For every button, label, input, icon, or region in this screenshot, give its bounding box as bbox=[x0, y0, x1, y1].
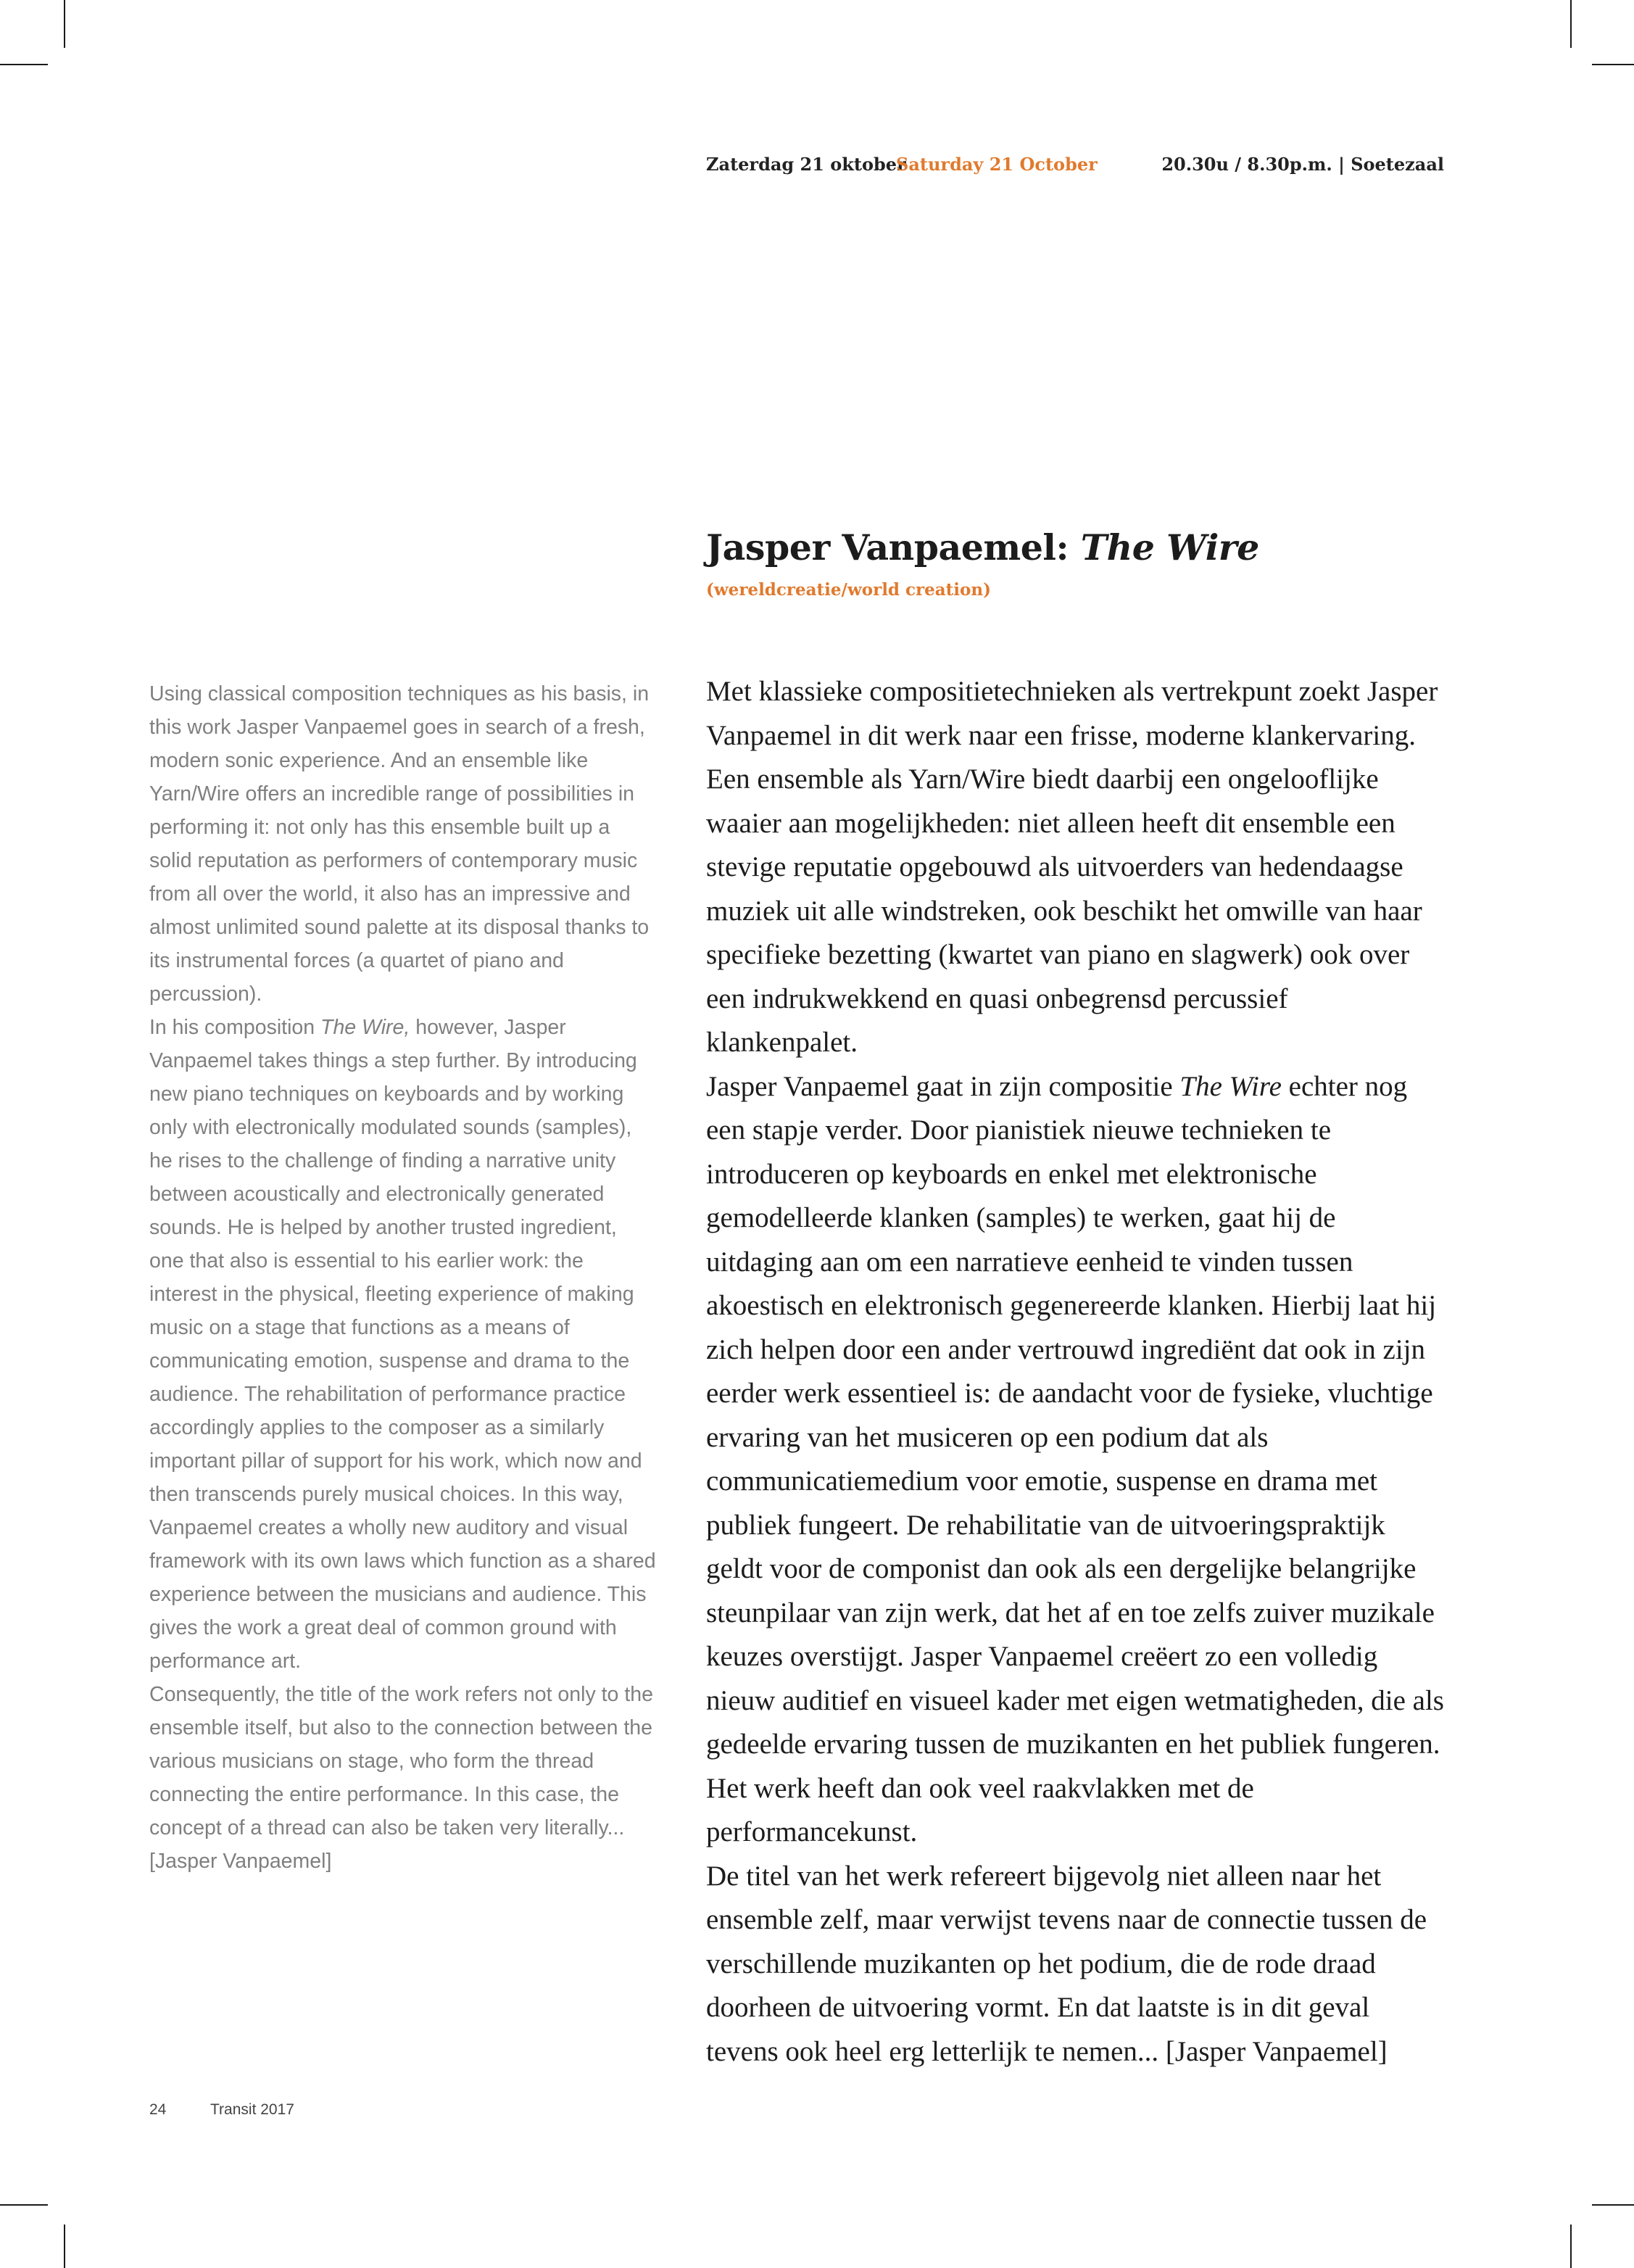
dutch-paragraph-3: De titel van het werk refereert bijgevolg niet alleen naar het ensemble zelf, maar verwijst tevens naar de connectie tussen de verschillende muzikanten op het podium, die de rode draad doorheen de uitvoering vormt. En dat laatste is in dit geval tevens ook heel erg letterlijk te nemen... [Jasper Vanpaemel] bbox=[706, 1860, 1427, 2067]
english-p2-start: In his composition bbox=[149, 1016, 321, 1039]
crop-mark-bottom-right-horizontal bbox=[1592, 2204, 1634, 2206]
dutch-p2-start: Jasper Vanpaemel gaat in zijn compositie bbox=[706, 1070, 1180, 1102]
crop-mark-bottom-left-horizontal bbox=[0, 2204, 48, 2206]
running-header bbox=[706, 154, 1444, 183]
crop-mark-top-left-horizontal bbox=[0, 64, 48, 65]
page-number: 24 bbox=[149, 2101, 167, 2118]
date-english: Saturday 21 October bbox=[896, 154, 1098, 175]
dutch-text-column bbox=[706, 670, 1446, 2074]
english-text-column bbox=[149, 677, 657, 1878]
english-paragraph-2 bbox=[149, 1011, 657, 1678]
publication-name: Transit 2017 bbox=[210, 2101, 294, 2118]
crop-mark-top-right-horizontal bbox=[1592, 64, 1634, 65]
english-p2-rest: however, Jasper Vanpaemel takes things a step further. By introducing new piano techniques on keyboards and by working only with electronically modulated sounds (samples), he rises to the challenge of finding a narrative unity between acoustically and electronically generated sounds. He is helped by another trusted ingredient, one that also is essential to his earlier work: the interest in the physical, fleeting experience of making music on a stage that functions as a means of communicating emotion, suspense and drama to the audience. The rehabilitation of performance practice accordingly applies to the composer as a similarly important pillar of support for his work, which now and then transcends purely musical choices. In this way, Vanpaemel creates a wholly new auditory and visual framework with its own laws which function as a shared experience between the musicians and audience. This gives the work a great deal of common ground with performance art. bbox=[149, 1016, 656, 1673]
work-title: The Wire bbox=[1080, 526, 1259, 568]
page-title bbox=[706, 526, 1259, 568]
premiere-subtitle: (wereldcreatie/world creation) bbox=[706, 580, 991, 600]
crop-mark-bottom-right-vertical bbox=[1570, 2224, 1572, 2268]
english-paragraph-3: Consequently, the title of the work refers not only to the ensemble itself, but also to the connection between the various musicians on stage, who form the thread connecting the entire performance. In this case, the concept of a thread can also be taken very literally... [Jasper Vanpaemel] bbox=[149, 1683, 653, 1873]
crop-mark-top-left-vertical bbox=[64, 0, 65, 48]
composer-name: Jasper Vanpaemel: bbox=[706, 526, 1081, 568]
dutch-paragraph-1: Met klassieke compositietechnieken als vertrekpunt zoekt Jasper Vanpaemel in dit werk naar een frisse, moderne klankervaring. Een ensemble als Yarn/Wire biedt daarbij een ongelooflijke waaier aan mogelijkheden: niet alleen heeft dit ensemble een stevige reputatie opgebouwd als uitvoerders van hedendaagse muziek uit alle windstreken, ook beschikt het omwille van haar specifieke bezetting (kwartet van piano en slagwerk) ook over een indrukwekkend en quasi onbegrensd percussief klankenpalet. bbox=[706, 676, 1438, 1058]
dutch-work-title: The Wire bbox=[1179, 1070, 1282, 1102]
date-dutch: Zaterdag 21 oktober bbox=[706, 154, 906, 175]
time-and-venue: 20.30u / 8.30p.m. | Soetezaal bbox=[1161, 154, 1444, 175]
dutch-paragraph-2 bbox=[706, 1065, 1446, 1855]
dutch-p2-rest: echter nog een stapje verder. Door pianistiek nieuwe technieken te introduceren op keyboards en enkel met elektronische gemodelleerde klanken (samples) te werken, gaat hij de uitdaging aan om een narratieve eenheid te vinden tussen akoestisch en elektronisch gegenereerde klanken. Hierbij laat hij zich helpen door een ander vertrouwd ingrediënt dat ook in zijn eerder werk essentieel is: de aandacht voor de fysieke, vluchtige ervaring van het musiceren op een podium dat als communicatiemedium voor emotie, suspense en drama met publiek fungeert. De rehabilitatie van de uitvoeringspraktijk geldt voor de componist dan ook als een dergelijke belangrijke steunpilaar van zijn werk, dat het af en toe zelfs zuiver muzikale keuzes overstijgt. Jasper Vanpaemel creëert zo een volledig nieuw auditief en visueel kader met eigen wetmatigheden, die als gedeelde ervaring tussen de muzikanten en het publiek fungeren. Het werk heeft dan ook veel raakvlakken met de performancekunst. bbox=[706, 1070, 1444, 1847]
english-work-title: The Wire, bbox=[320, 1016, 410, 1039]
crop-mark-bottom-left-vertical bbox=[64, 2224, 65, 2268]
crop-mark-top-right-vertical bbox=[1570, 0, 1572, 48]
english-paragraph-1: Using classical composition techniques as his basis, in this work Jasper Vanpaemel goes in search of a fresh, modern sonic experience. And an ensemble like Yarn/Wire offers an incredible range of possibilities in performing it: not only has this ensemble built up a solid reputation as performers of contemporary music from all over the world, it also has an impressive and almost unlimited sound palette at its disposal thanks to its instrumental forces (a quartet of piano and percussion). bbox=[149, 682, 650, 1006]
